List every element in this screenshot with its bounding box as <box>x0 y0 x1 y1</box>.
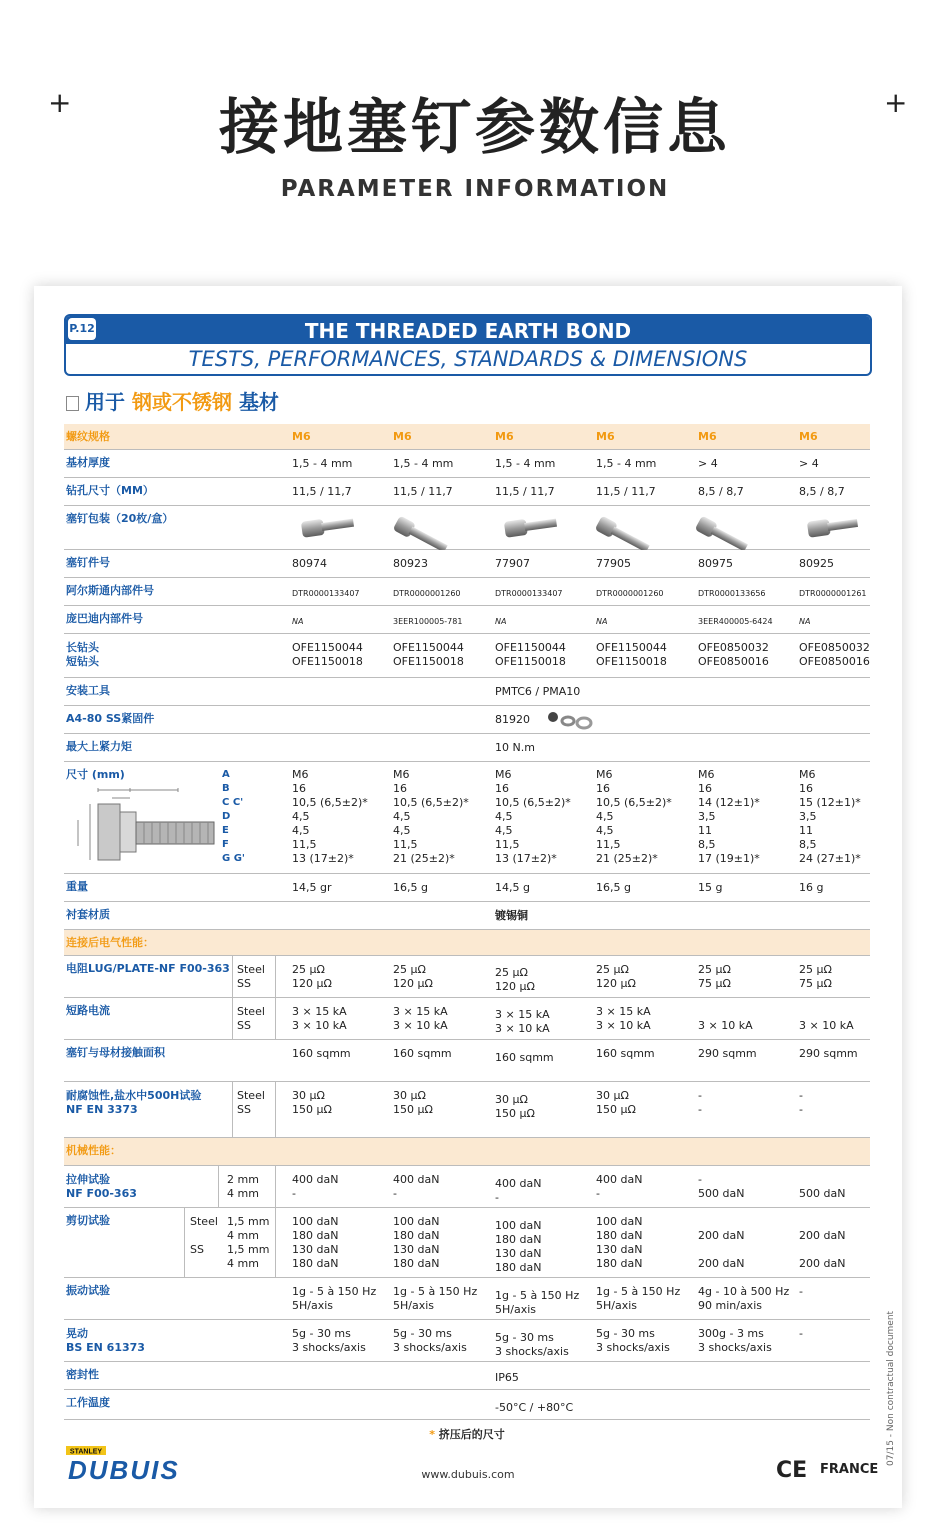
banner-title: THE THREADED EARTH BOND <box>304 319 632 343</box>
website-link[interactable]: www.dubuis.com <box>421 1468 515 1481</box>
row-sealing: 密封性 IP65 <box>64 1362 870 1390</box>
section-title: 用于 钢或不锈钢 基材 <box>66 386 279 415</box>
plus-icon-right: + <box>884 86 908 119</box>
section-mechanical: 机械性能： <box>64 1138 870 1166</box>
row-shear: 剪切试验 Steel SS 1,5 mm 4 mm 1,5 mm 4 mm 100 daN 180 daN 130 daN 180 daN 100 daN 180 daN 130 daN 180 daN 100 daN 180 daN 130 daN 180 daN 100 daN 180 daN 130 daN 180 daN 200 daN 200 daN 200 daN 200 daN <box>64 1208 870 1278</box>
row-weight: 重量 14,5 gr 16,5 g 14,5 g 16,5 g 15 g 16 g <box>64 874 870 902</box>
logo-brand: DUBUIS <box>68 1455 180 1482</box>
made-in-france-label: FRANCE <box>820 1462 879 1477</box>
bolt-image-1 <box>301 515 355 538</box>
row-short-circuit: 短路电流 Steel SS 3 × 15 kA 3 × 10 kA 3 × 15 kA 3 × 10 kA 3 × 15 kA 3 × 10 kA 3 × 15 kA 3 × 10 kA 3 × 10 kA 3 × 10 kA <box>64 998 870 1040</box>
row-thickness: 基材厚度 1,5 - 4 mm 1,5 - 4 mm 1,5 - 4 mm 1,5 - 4 mm > 4 > 4 <box>64 450 870 478</box>
row-tool: 安装工具 PMTC6 / PMA10 <box>64 678 870 706</box>
bolt-image-6 <box>807 515 859 538</box>
row-part: 塞钉件号 80974 80923 77907 77905 80975 80925 <box>64 550 870 578</box>
section-electrical: 连接后电气性能： <box>64 930 870 956</box>
row-tensile: 拉伸试验 NF F00-363 2 mm 4 mm 400 daN - 400 daN - 400 daN - 400 daN - - 500 daN 500 daN <box>64 1166 870 1208</box>
ce-mark-icon: CE <box>776 1458 808 1483</box>
checkbox-icon <box>66 396 79 411</box>
row-thread: 螺纹规格 M6 M6 M6 M6 M6 M6 <box>64 424 870 450</box>
footnote: * 挤压后的尺寸 <box>429 1428 505 1441</box>
row-alstom: 阿尔斯通内部件号 DTR0000133407 DTR0000001260 DTR0000133407 DTR0000001260 DTR0000133656 DTR0000001261 <box>64 578 870 606</box>
datasheet-card <box>34 286 902 1508</box>
page-subtitle: PARAMETER INFORMATION <box>280 176 670 202</box>
document-date-note: 07/15 - Non contractual document <box>886 1310 896 1466</box>
bolt-image-5 <box>695 516 750 550</box>
row-shock: 晃动 BS EN 61373 5g - 30 ms 3 shocks/axis 5g - 30 ms 3 shocks/axis 5g - 30 ms 3 shocks/axis 5g - 30 ms 3 shocks/axis 300g - 3 ms 3 shocks/axis - <box>64 1320 870 1362</box>
bolt-image-4 <box>595 516 652 550</box>
row-liner: 衬套材质 镀锡铜 <box>64 902 870 930</box>
bolt-images <box>64 506 870 550</box>
row-pack: 塞钉包装（20枚/盒） <box>64 506 870 550</box>
row-fastener: A4-80 SS紧固件 81920 <box>64 706 870 734</box>
bolt-image-2 <box>393 516 450 550</box>
row-drill: 长钻头 短钻头 OFE1150044 OFE1150018 OFE1150044 OFE1150018 OFE1150044 OFE1150018 OFE1150044 OFE1150018 OFE0850032 OFE0850016 OFE0850032 OFE0850016 <box>64 634 870 678</box>
row-dimensions: 尺寸 (mm) A B C C' D E F G G' M6 16 10,5 (6,5±2)* 4,5 4,5 11,5 13 (17±2)* M6 16 10,5 (6,5±2)* 4,5 4,5 11,5 21 (25±2)* M6 16 10,5 (6,5±2)* 4,5 4,5 11,5 13 (17±2)* M6 16 10,5 (6,5±2)* 4,5 4,5 11,5 21 (25±2)* M6 16 14 (12±1)* 3,5 11 8,5 17 (19±1)* M6 16 15 (12±1)* 3,5 11 8,5 24 (27±1)* <box>64 762 870 874</box>
washer-nut-icon <box>546 710 598 730</box>
row-temperature: 工作温度 -50°C / +80°C <box>64 1390 870 1420</box>
datasheet-banner <box>64 314 872 376</box>
row-bombardier: 庞巴迪内部件号 NA 3EER100005-781 NA NA 3EER400005-6424 NA <box>64 606 870 634</box>
row-vibration: 振动试验 1g - 5 à 150 Hz 5H/axis 1g - 5 à 150 Hz 5H/axis 1g - 5 à 150 Hz 5H/axis 1g - 5 à 150 Hz 5H/axis 4g - 10 à 500 Hz 90 min/axis - <box>64 1278 870 1320</box>
logo-brand-top: STANLEY <box>69 1448 103 1456</box>
bolt-image-3 <box>504 515 558 538</box>
row-contact-area: 塞钉与母材接触面积 160 sqmm 160 sqmm 160 sqmm 160 sqmm 290 sqmm 290 sqmm <box>64 1040 870 1082</box>
row-resistance: 电阻LUG/PLATE-NF F00-363 Steel SS 25 μΩ 120 μΩ 25 μΩ 120 μΩ 25 μΩ 120 μΩ 25 μΩ 120 μΩ 25 μΩ 75 μΩ 25 μΩ 75 μΩ <box>64 956 870 998</box>
spec-table <box>64 424 870 1442</box>
row-torque: 最大上紧力矩 10 N.m <box>64 734 870 762</box>
bolt-dimension-diagram-icon <box>68 784 218 870</box>
dimension-letters: A B C C' D E F G G' <box>222 769 245 864</box>
row-hole: 钻孔尺寸（MM） 11,5 / 11,7 11,5 / 11,7 11,5 / 11,7 11,5 / 11,7 8,5 / 8,7 8,5 / 8,7 <box>64 478 870 506</box>
plus-icon-left: + <box>48 86 72 119</box>
banner-subtitle: TESTS, PERFORMANCES, STANDARDS & DIMENSIONS <box>188 347 748 371</box>
page-badge: P.12 <box>68 318 96 340</box>
row-corrosion: 耐腐蚀性,盐水中500H试验 NF EN 3373 Steel SS 30 μΩ 150 μΩ 30 μΩ 150 μΩ 30 μΩ 150 μΩ 30 μΩ 150 μΩ - - - - <box>64 1082 870 1138</box>
page-title: 接地塞钉参数信息 <box>219 93 731 163</box>
